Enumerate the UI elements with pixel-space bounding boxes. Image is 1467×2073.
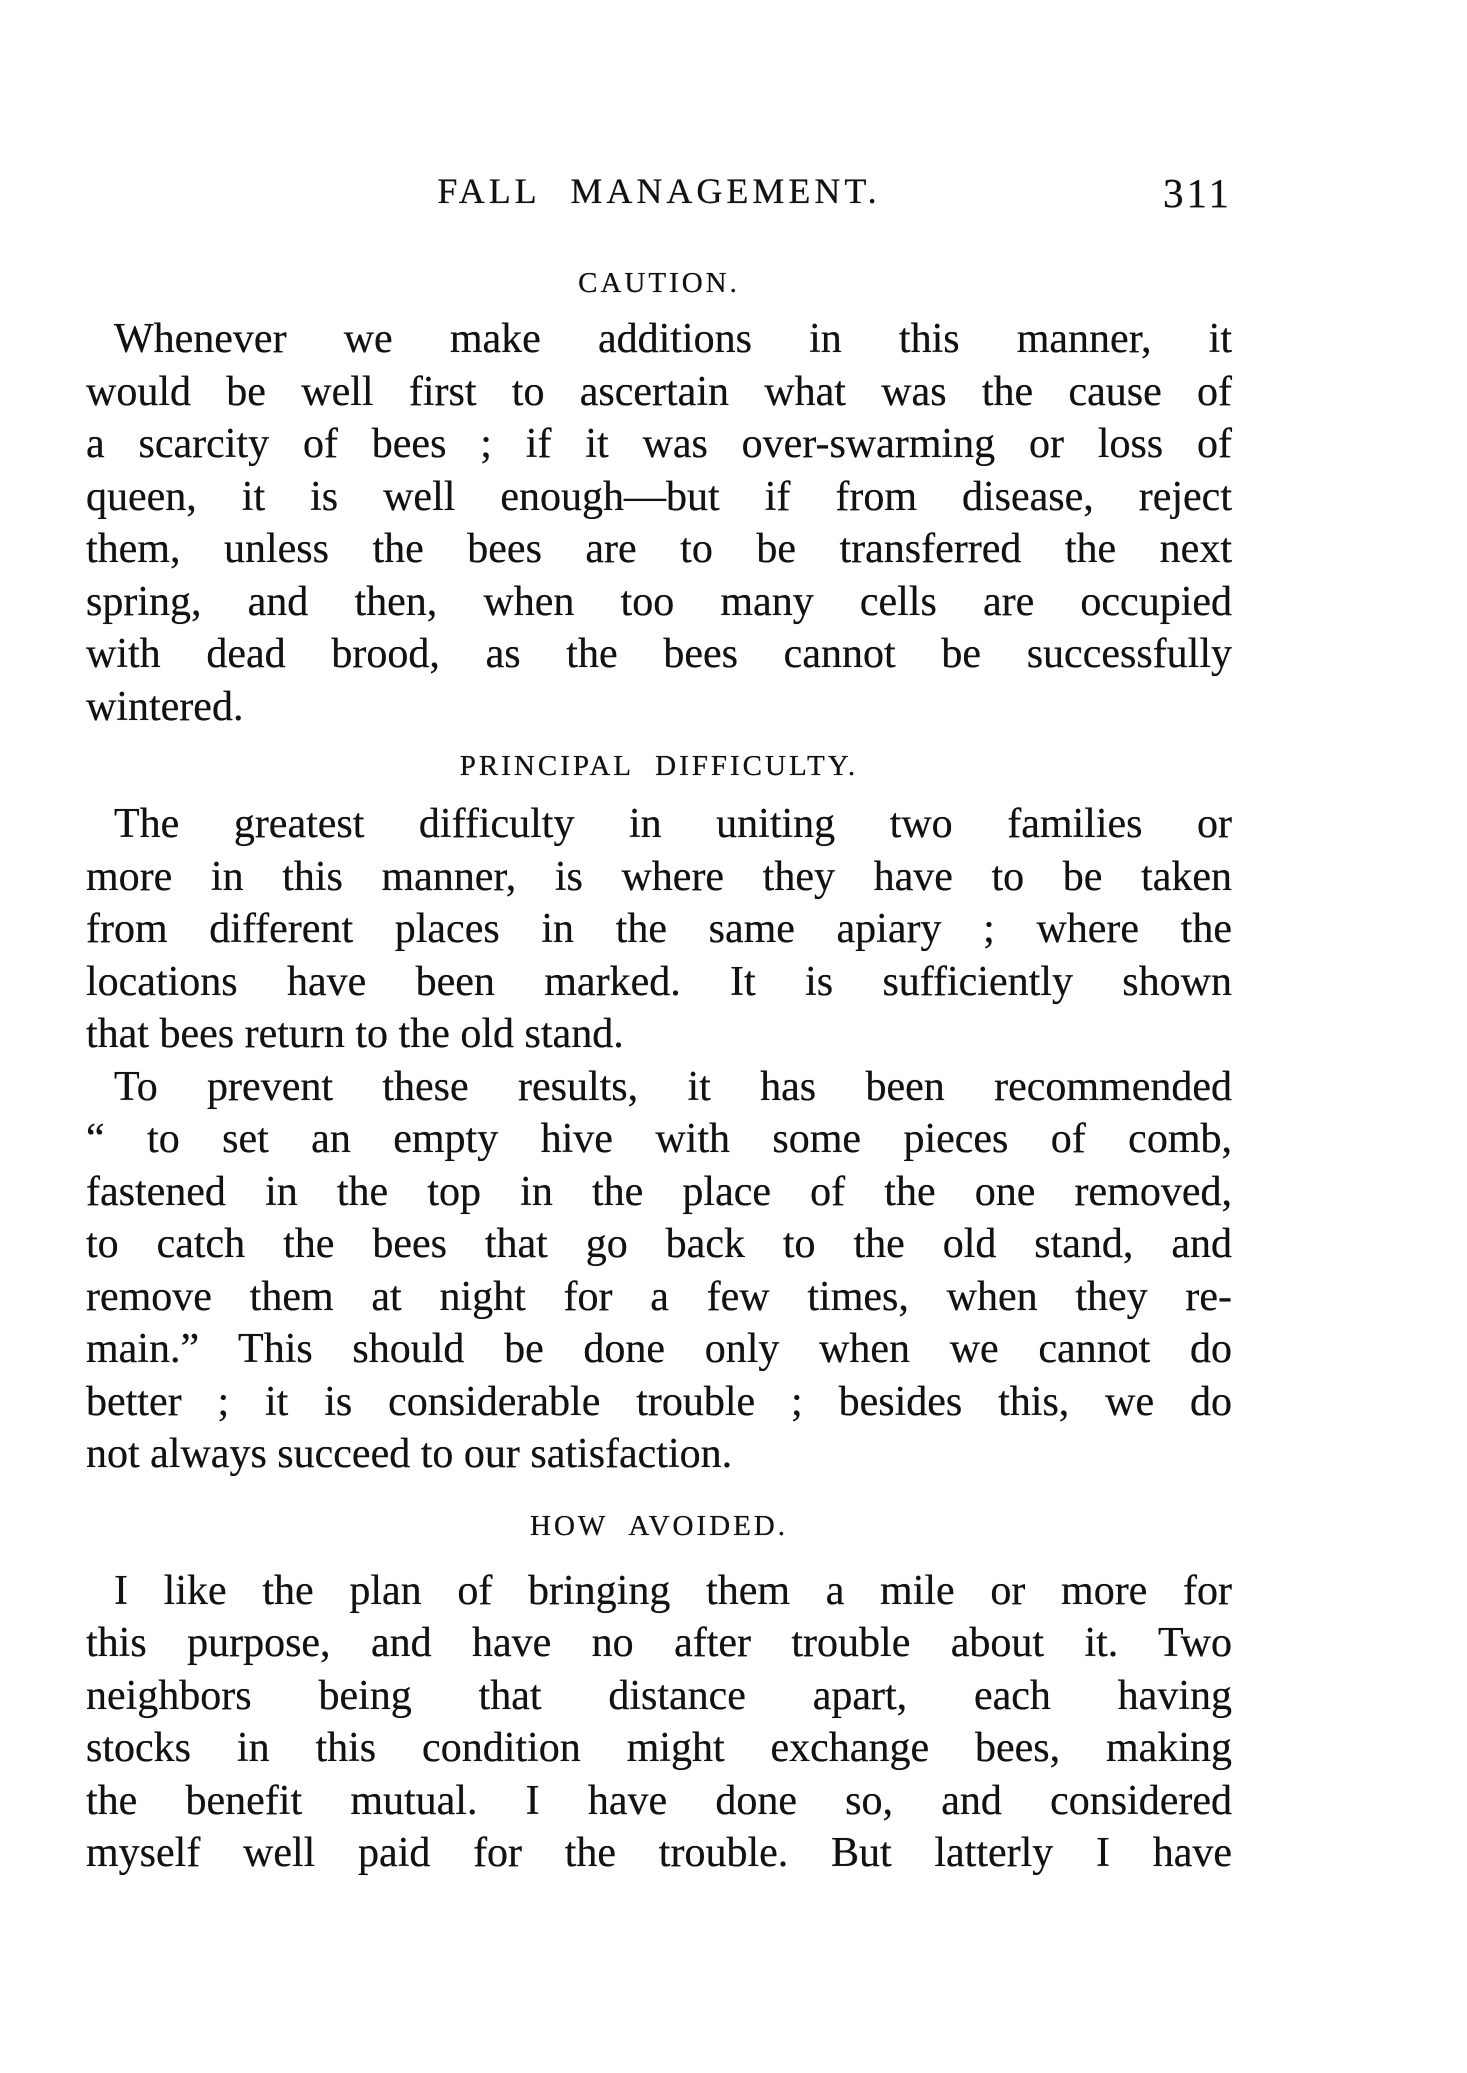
text-line: myself well paid for the trouble. But latterly I have	[86, 1830, 1232, 1876]
text-line: fastened in the top in the place of the one removed,	[86, 1168, 1232, 1215]
text-line: them, unless the bees are to be transferred the next	[86, 526, 1232, 572]
text-line: spring, and then, when too many cells are occupied	[86, 578, 1232, 625]
text-line: locations have been marked. It is sufficiently shown	[86, 958, 1232, 1005]
section-heading-caution: CAUTION.	[578, 267, 740, 299]
text-line: to catch the bees that go back to the old stand, and	[86, 1221, 1232, 1267]
text-line: Whenever we make additions in this manner, it	[114, 316, 1232, 362]
text-line: queen, it is well enough—but if from disease, reject	[86, 473, 1232, 520]
text-line: “ to set an empty hive with some pieces of comb,	[86, 1116, 1232, 1162]
text-line: remove them at night for a few times, when they re-	[86, 1273, 1232, 1320]
text-line: stocks in this condition might exchange bees, making	[86, 1725, 1232, 1771]
text-line: neighbors being that distance apart, each having	[86, 1672, 1232, 1719]
paragraph-principal-difficulty-1	[86, 798, 1232, 1061]
text-line: that bees return to the old stand.	[86, 1011, 624, 1057]
text-block	[86, 0, 1232, 1880]
text-line: main.” This should be done only when we cannot do	[86, 1326, 1232, 1372]
running-head: FALL MANAGEMENT.	[437, 171, 881, 211]
paragraph-how-avoided	[86, 1565, 1232, 1880]
text-line: this purpose, and have no after trouble about it. Two	[86, 1620, 1232, 1666]
text-line: with dead brood, as the bees cannot be successfully	[86, 631, 1232, 677]
text-line: better ; it is considerable trouble ; besides this, we do	[86, 1378, 1232, 1425]
text-line: wintered.	[86, 683, 244, 730]
text-line: The greatest difficulty in uniting two families or	[114, 801, 1232, 847]
text-line: from different places in the same apiary ; where the	[86, 906, 1232, 952]
paragraph-principal-difficulty-2	[86, 1061, 1232, 1481]
page-header	[86, 168, 1232, 214]
text-line: To prevent these results, it has been recommended	[114, 1063, 1232, 1110]
section-heading-principal-difficulty: PRINCIPAL DIFFICULTY.	[459, 750, 859, 782]
text-line: a scarcity of bees ; if it was over-swarming or loss of	[86, 421, 1232, 467]
text-line: I like the plan of bringing them a mile or more for	[114, 1567, 1232, 1614]
text-line: more in this manner, is where they have to be taken	[86, 853, 1232, 900]
text-line: would be well first to ascertain what was the cause of	[86, 368, 1232, 415]
text-line: not always succeed to our satisfaction.	[86, 1431, 733, 1477]
paragraph-caution	[86, 313, 1232, 733]
page-number: 311	[1163, 170, 1232, 216]
section-heading-how-avoided: HOW AVOIDED.	[530, 1509, 788, 1542]
text-line: the benefit mutual. I have done so, and considered	[86, 1777, 1232, 1824]
